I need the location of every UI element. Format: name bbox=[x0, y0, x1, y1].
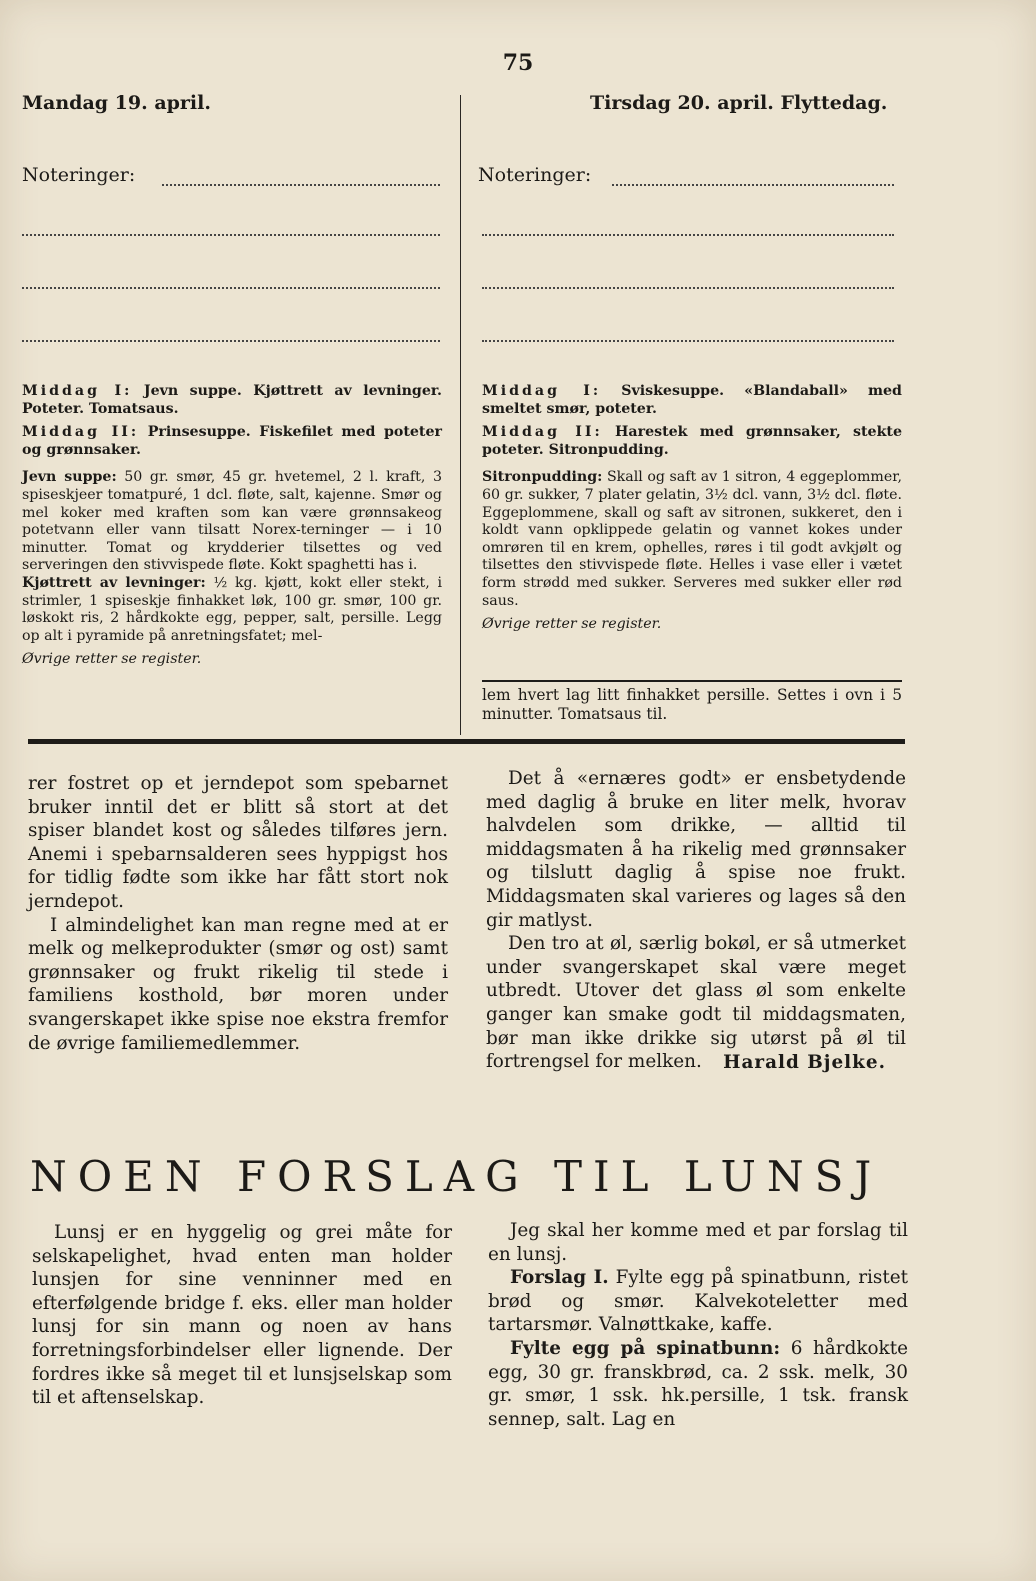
right-recipe1-title: Sitronpudding: bbox=[482, 469, 603, 486]
page-number: 75 bbox=[502, 50, 534, 76]
lunsj-right-intro: Jeg skal her komme med et par forslag til en lunsj. bbox=[488, 1220, 908, 1265]
left-recipe1-title: Jevn suppe: bbox=[22, 469, 117, 486]
right-day-heading: Tirsdag 20. april. Flyttedag. bbox=[590, 92, 888, 114]
left-middag1-text: Jevn suppe. Kjøttrett av levninger. Poteter. Tomatsaus. bbox=[22, 383, 442, 417]
article-left-para-2: I almindelighet kan man regne med at er melk og melkeprodukter (smør og ost) samt grønnsaker og frukt rikelig til stede i familiens kosthold, bør moren under svangerskapet ikke spise noe ekstra fremfor de øvrige familiemedlemmer. bbox=[28, 914, 448, 1054]
right-continuation: lem hvert lag litt finhakket persille. Settes i ovn i 5 minutter. Tomatsaus til. bbox=[482, 686, 902, 723]
article-right-column bbox=[486, 767, 906, 1074]
left-middag1-label: Middag I: bbox=[22, 383, 133, 399]
left-notes-label: Noteringer: bbox=[22, 164, 136, 186]
right-middag1-text: Sviskesuppe. «Blandaball» med smeltet smør, poteter. bbox=[482, 383, 902, 417]
right-notes-line-1[interactable] bbox=[612, 184, 894, 186]
left-menu bbox=[22, 383, 442, 675]
right-middag2-label: Middag II: bbox=[482, 424, 603, 441]
article-right-para-1: Det å «ernæres godt» er ensbetydende med daglig å bruke en liter melk, hvorav halvdelen som drikke, — alltid til middagsmaten å ha rikelig med grønnsaker og tilslutt daglig å spise noe frukt. Middagsmaten skal varieres og lages så den gir matlyst. bbox=[486, 768, 906, 931]
left-middag2-label: Middag II: bbox=[22, 424, 140, 441]
left-notes-line-2[interactable] bbox=[22, 234, 440, 236]
column-divider bbox=[460, 95, 461, 735]
right-notes-line-4[interactable] bbox=[482, 340, 894, 342]
left-recipe2-text: ½ kg. kjøtt, kokt eller stekt, i strimler, 1 spiseskje finhakket løk, 100 gr. smør, 100 gr. løskokt ris, 2 hårdkokte egg, pepper, salt, persille. Legg op alt i pyramide på anretningsfatet; mel- bbox=[22, 574, 443, 644]
article-left-para-1: rer fostret op et jerndepot som spebarnet bruker inntil det er blitt så stort at det spiser blandet kost og således tilføres jern. Anemi i spebarnsalderen sees hyppigst hos for tidlig fødte som ikke har fått stort nok jerndepot. bbox=[28, 773, 448, 912]
left-notes-line-1[interactable] bbox=[162, 184, 440, 186]
forslag1-text: Fylte egg på spinatbunn, ristet brød og smør. Kalvekoteletter med tartarsmør. Valnøttkake, kaffe. bbox=[488, 1267, 908, 1336]
lunsj-left-text: Lunsj er en hyggelig og grei måte for selskapelighet, hvad enten man holder lunsjen for sine venninner med en efterfølgende bridge f. eks. eller man holder lunsj for sin mann og noen av hans forretningsforbindelser eller lignende. Der fordres ikke så meget til et lunsjselskap som til et aftenselskap. bbox=[32, 1222, 452, 1409]
right-menu bbox=[482, 383, 902, 640]
fylte-egg-text: 6 hårdkokte egg, 30 gr. franskbrød, ca. 2 ssk. melk, 30 gr. smør, 1 ssk. hk.persille, 1 tsk. fransk sennep, salt. Lag en bbox=[488, 1337, 908, 1430]
left-recipe2-title: Kjøttrett av levninger: bbox=[22, 574, 206, 591]
lunsj-left-column bbox=[32, 1221, 452, 1410]
right-recipe1-text: Skall og saft av 1 sitron, 4 eggeplommer, 60 gr. sukker, 7 plater gelatin, 3½ dcl. vann, 3½ dcl. fløte. Eggeplommene, skall og saft av sitronen, sukkeret, den i koldt vann opklippede gelatin og vannet kokes under omrøren til en krem, ophelles, røres i til godt avkjølt og tilsettes den stivvispede fløte. Helles i vase eller i vætet form strødd med sukker. Serveres med sukker eller rød saus. bbox=[482, 469, 903, 609]
right-notes-line-3[interactable] bbox=[482, 287, 894, 289]
left-other-dishes: Øvrige retter se register. bbox=[22, 651, 202, 668]
right-middag1-label: Middag I: bbox=[482, 383, 602, 399]
right-other-dishes: Øvrige retter se register. bbox=[482, 616, 662, 633]
lunsj-right-column bbox=[488, 1219, 908, 1431]
left-notes-line-3[interactable] bbox=[22, 287, 440, 289]
left-notes-line-4[interactable] bbox=[22, 340, 440, 342]
section-divider bbox=[28, 739, 905, 744]
right-notes-line-2[interactable] bbox=[482, 234, 894, 236]
left-middag2-text: Prinsesuppe. Fiskefilet med poteter og grønnsaker. bbox=[22, 424, 442, 458]
article-left-column bbox=[28, 772, 448, 1055]
left-day-heading: Mandag 19. april. bbox=[22, 92, 211, 114]
lunsj-section-title: NOEN FORSLAG TIL LUNSJ bbox=[30, 1152, 883, 1201]
left-recipe1-text: 50 gr. smør, 45 gr. hvetemel, 2 l. kraft, 3 spiseskjeer tomatpuré, 1 dcl. fløte, salt, kajenne. Smør og mel koker med kraften som kan være grønnsakeog potetvann eller vann tilsatt Norex-terninger — i 10 minutter. Tomat og krydderier tilsettes og ved serveringen den stivvispede fløte. Kokt spaghetti has i. bbox=[22, 469, 442, 574]
continuation-rule bbox=[482, 680, 902, 682]
fylte-egg-title: Fylte egg på spinatbunn: bbox=[510, 1337, 781, 1359]
article-right-para-2: Den tro at øl, særlig bokøl, er så utmerket under svangerskapet skal være meget utbredt. Utover det glass øl som enkelte ganger kan smake godt til middagsmaten, bør man ikke drikke sig utørst på øl til fortrengsel for melken. bbox=[486, 933, 906, 1073]
forslag1-label: Forslag I. bbox=[510, 1267, 609, 1289]
right-middag2-text: Harestek med grønnsaker, stekte poteter. Sitronpudding. bbox=[482, 424, 902, 458]
right-notes-label: Noteringer: bbox=[478, 164, 592, 186]
article-signature: Harald Bjelke. bbox=[723, 1051, 886, 1073]
